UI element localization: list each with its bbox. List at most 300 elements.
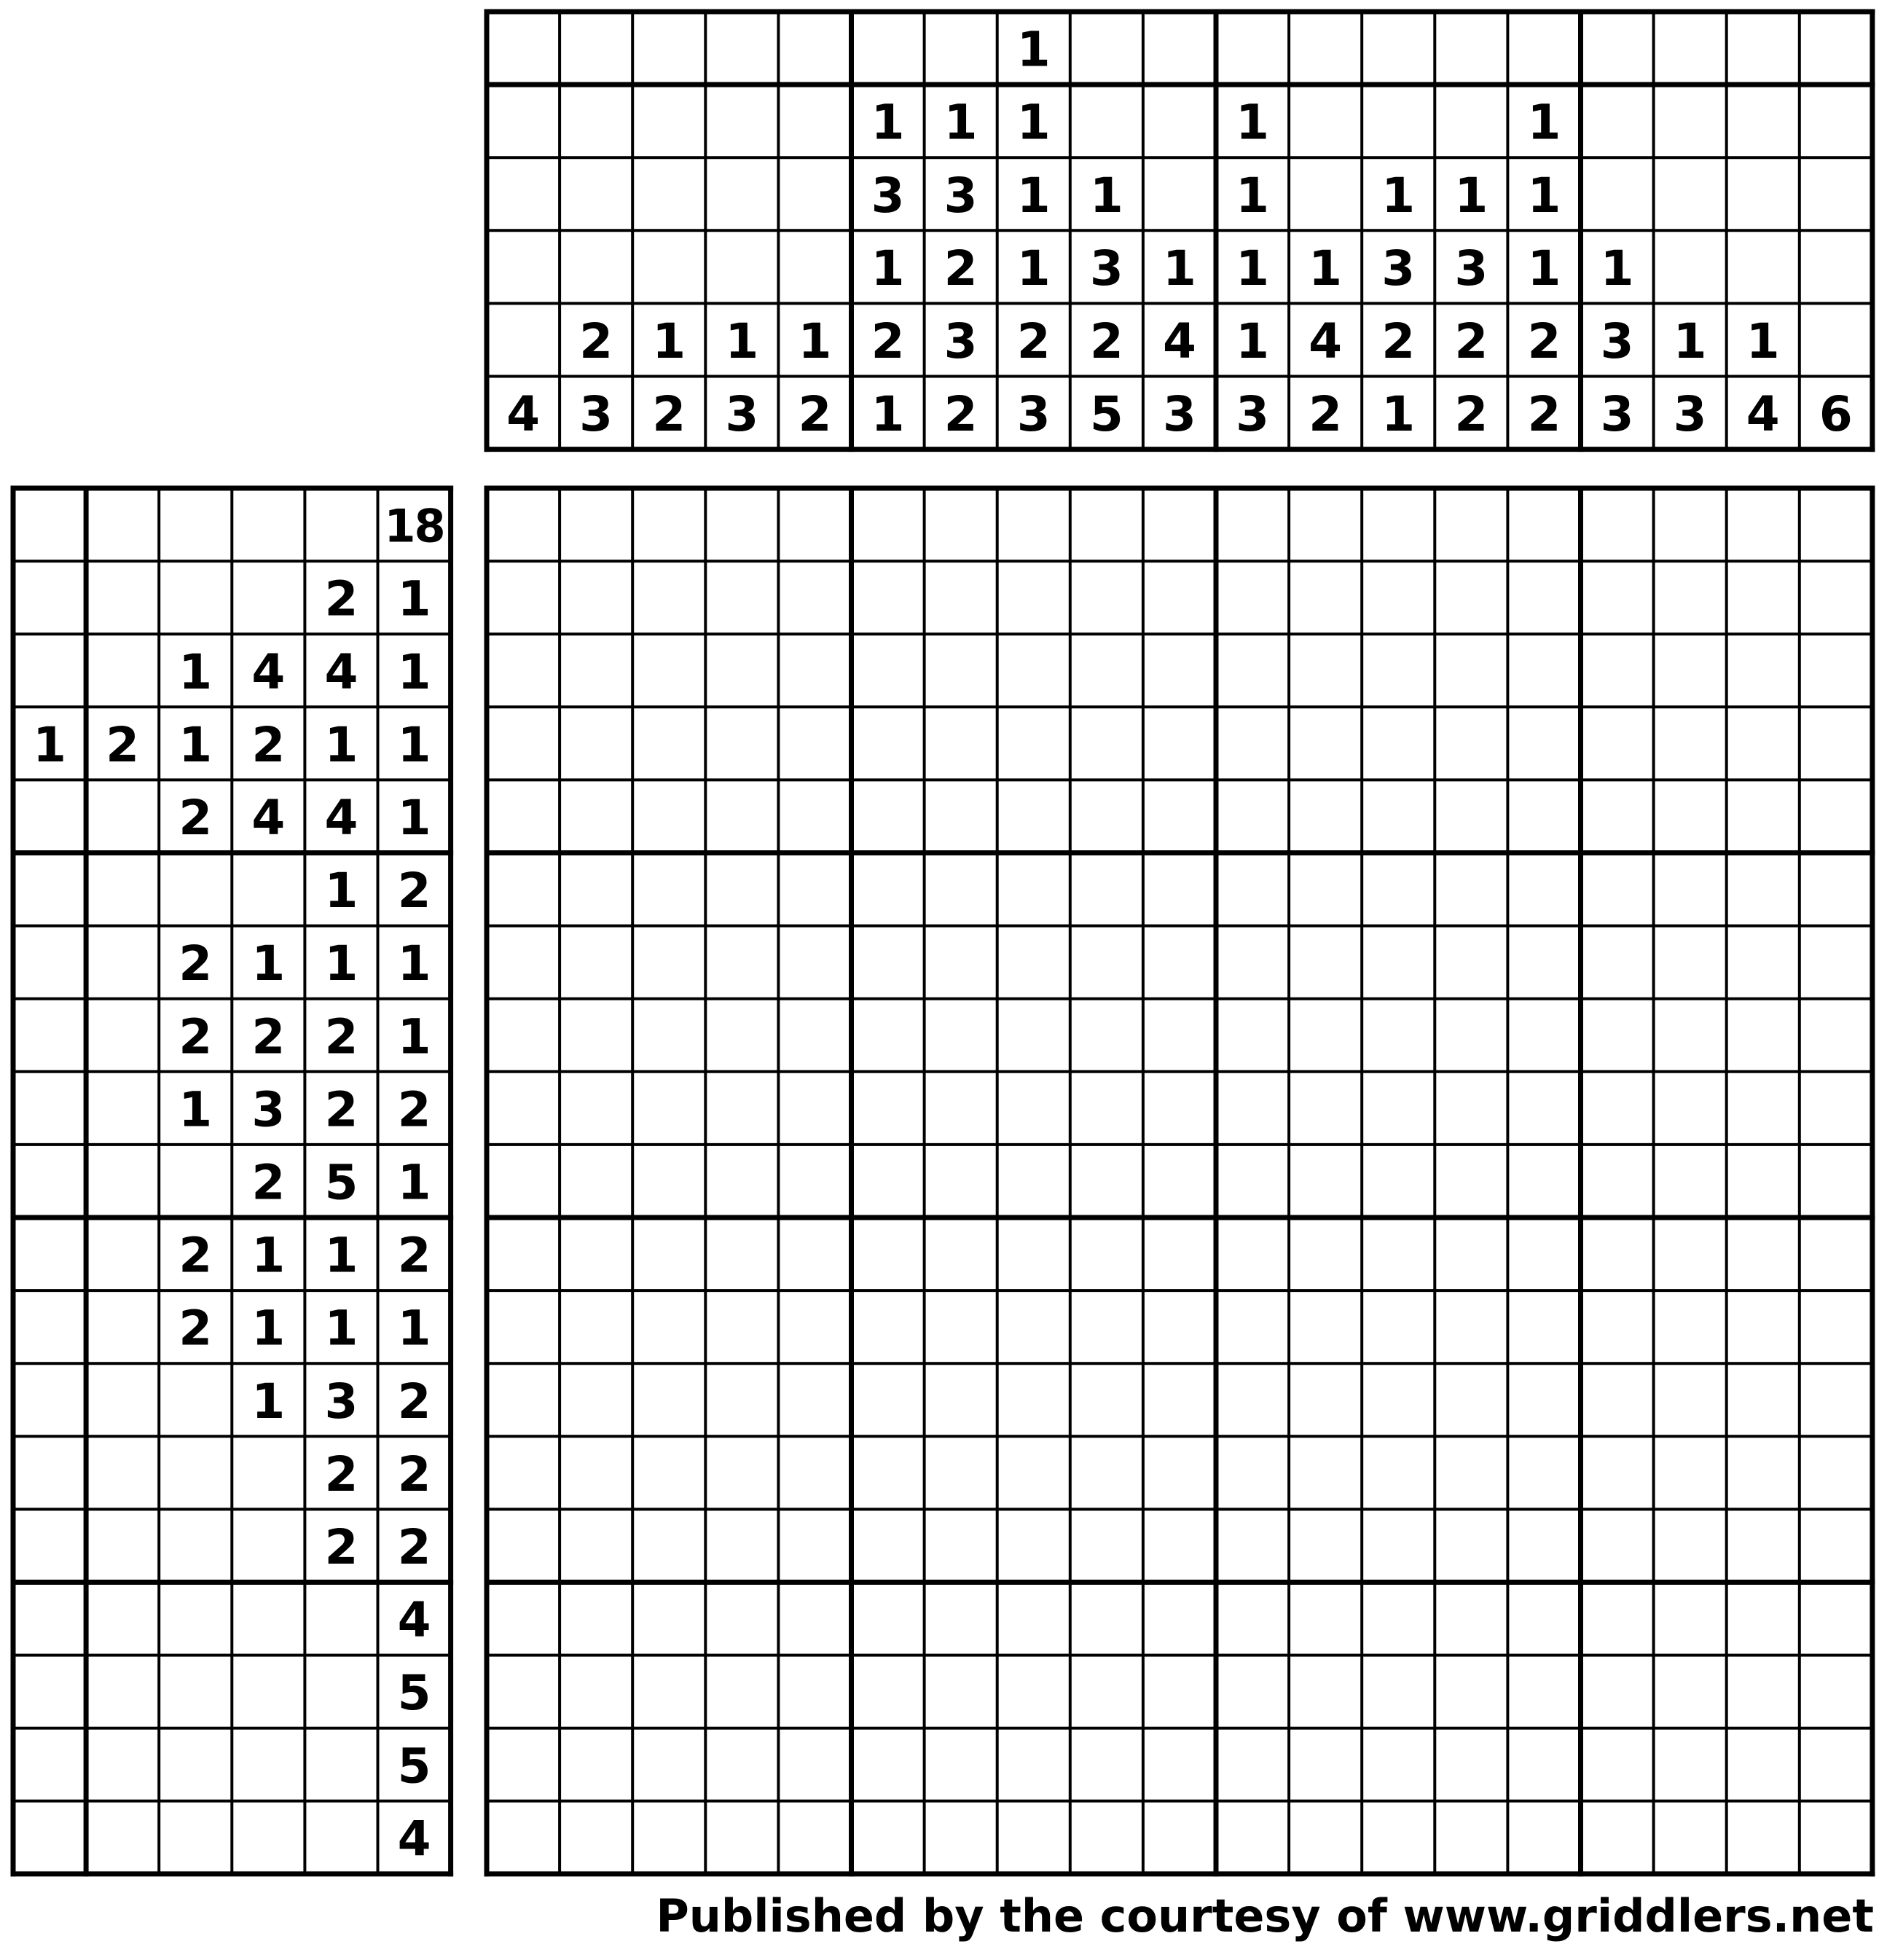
- grid-cell[interactable]: [1435, 1436, 1507, 1509]
- grid-cell[interactable]: [1654, 926, 1727, 999]
- grid-cell[interactable]: [1216, 1218, 1289, 1290]
- grid-cell[interactable]: [1581, 1145, 1654, 1218]
- grid-cell[interactable]: [1654, 1436, 1727, 1509]
- grid-cell[interactable]: [1654, 780, 1727, 852]
- grid-cell[interactable]: [925, 926, 997, 999]
- grid-cell[interactable]: [632, 561, 705, 634]
- grid-cell[interactable]: [560, 1655, 632, 1728]
- grid-cell[interactable]: [632, 1436, 705, 1509]
- grid-cell[interactable]: [1800, 1218, 1872, 1290]
- grid-cell[interactable]: [1507, 1218, 1580, 1290]
- grid-cell[interactable]: [1362, 853, 1435, 926]
- grid-cell[interactable]: [852, 561, 925, 634]
- grid-cell[interactable]: [705, 1290, 778, 1363]
- grid-cell[interactable]: [1070, 853, 1143, 926]
- grid-cell[interactable]: [778, 926, 851, 999]
- grid-cell[interactable]: [852, 1290, 925, 1363]
- grid-cell[interactable]: [997, 926, 1070, 999]
- grid-cell[interactable]: [632, 780, 705, 852]
- grid-cell[interactable]: [1435, 634, 1507, 707]
- grid-cell[interactable]: [997, 1072, 1070, 1145]
- grid-cell[interactable]: [705, 1145, 778, 1218]
- grid-cell[interactable]: [997, 634, 1070, 707]
- grid-cell[interactable]: [1507, 1290, 1580, 1363]
- grid-cell[interactable]: [1362, 1290, 1435, 1363]
- grid-cell[interactable]: [1581, 1583, 1654, 1655]
- grid-cell[interactable]: [997, 1218, 1070, 1290]
- grid-cell[interactable]: [1289, 1072, 1362, 1145]
- grid-cell[interactable]: [778, 1072, 851, 1145]
- grid-cell[interactable]: [1216, 1655, 1289, 1728]
- grid-cell[interactable]: [705, 1509, 778, 1582]
- grid-cell[interactable]: [705, 561, 778, 634]
- grid-cell[interactable]: [778, 1290, 851, 1363]
- grid-cell[interactable]: [560, 780, 632, 852]
- grid-cell[interactable]: [1143, 999, 1216, 1072]
- grid-cell[interactable]: [487, 1655, 560, 1728]
- grid-cell[interactable]: [1654, 1801, 1727, 1874]
- grid-cell[interactable]: [778, 1801, 851, 1874]
- grid-cell[interactable]: [997, 1436, 1070, 1509]
- grid-cell[interactable]: [1800, 1072, 1872, 1145]
- grid-cell[interactable]: [1143, 1436, 1216, 1509]
- grid-cell[interactable]: [1727, 1363, 1800, 1436]
- grid-cell[interactable]: [487, 1728, 560, 1801]
- grid-cell[interactable]: [1362, 1072, 1435, 1145]
- grid-cell[interactable]: [852, 1728, 925, 1801]
- grid-cell[interactable]: [997, 1583, 1070, 1655]
- grid-cell[interactable]: [852, 1801, 925, 1874]
- grid-cell[interactable]: [778, 1218, 851, 1290]
- grid-cell[interactable]: [705, 999, 778, 1072]
- grid-cell[interactable]: [560, 707, 632, 780]
- grid-cell[interactable]: [632, 707, 705, 780]
- grid-cell[interactable]: [1216, 561, 1289, 634]
- grid-cell[interactable]: [1216, 780, 1289, 852]
- grid-cell[interactable]: [1435, 561, 1507, 634]
- grid-cell[interactable]: [1800, 707, 1872, 780]
- puzzle-grid[interactable]: [487, 488, 1873, 1875]
- grid-cell[interactable]: [1143, 1583, 1216, 1655]
- grid-cell[interactable]: [560, 853, 632, 926]
- grid-cell[interactable]: [997, 488, 1070, 561]
- grid-cell[interactable]: [1070, 1801, 1143, 1874]
- grid-cell[interactable]: [1581, 926, 1654, 999]
- grid-cell[interactable]: [852, 1145, 925, 1218]
- grid-cell[interactable]: [1216, 1728, 1289, 1801]
- grid-cell[interactable]: [852, 853, 925, 926]
- grid-cell[interactable]: [925, 488, 997, 561]
- grid-cell[interactable]: [852, 707, 925, 780]
- grid-cell[interactable]: [487, 1436, 560, 1509]
- grid-cell[interactable]: [925, 780, 997, 852]
- grid-cell[interactable]: [925, 1363, 997, 1436]
- grid-cell[interactable]: [1435, 1290, 1507, 1363]
- grid-cell[interactable]: [487, 999, 560, 1072]
- grid-cell[interactable]: [560, 561, 632, 634]
- grid-cell[interactable]: [1362, 780, 1435, 852]
- grid-cell[interactable]: [1654, 1290, 1727, 1363]
- grid-cell[interactable]: [778, 1145, 851, 1218]
- grid-cell[interactable]: [1507, 1583, 1580, 1655]
- grid-cell[interactable]: [1362, 1509, 1435, 1582]
- grid-cell[interactable]: [1800, 926, 1872, 999]
- grid-cell[interactable]: [632, 1218, 705, 1290]
- grid-cell[interactable]: [1435, 780, 1507, 852]
- grid-cell[interactable]: [1070, 780, 1143, 852]
- grid-cell[interactable]: [1435, 1728, 1507, 1801]
- grid-cell[interactable]: [1435, 1655, 1507, 1728]
- grid-cell[interactable]: [1289, 780, 1362, 852]
- grid-cell[interactable]: [1581, 1801, 1654, 1874]
- grid-cell[interactable]: [705, 634, 778, 707]
- grid-cell[interactable]: [487, 1509, 560, 1582]
- grid-cell[interactable]: [632, 1728, 705, 1801]
- grid-cell[interactable]: [778, 1509, 851, 1582]
- grid-cell[interactable]: [1435, 488, 1507, 561]
- grid-cell[interactable]: [1507, 1436, 1580, 1509]
- grid-cell[interactable]: [1654, 1728, 1727, 1801]
- grid-cell[interactable]: [925, 1509, 997, 1582]
- grid-cell[interactable]: [925, 634, 997, 707]
- grid-cell[interactable]: [778, 999, 851, 1072]
- grid-cell[interactable]: [1800, 1801, 1872, 1874]
- grid-cell[interactable]: [632, 853, 705, 926]
- grid-cell[interactable]: [1654, 634, 1727, 707]
- grid-cell[interactable]: [997, 853, 1070, 926]
- grid-cell[interactable]: [1654, 1583, 1727, 1655]
- grid-cell[interactable]: [1216, 1363, 1289, 1436]
- grid-cell[interactable]: [1362, 1363, 1435, 1436]
- grid-cell[interactable]: [1143, 1801, 1216, 1874]
- grid-cell[interactable]: [632, 999, 705, 1072]
- grid-cell[interactable]: [1362, 707, 1435, 780]
- grid-cell[interactable]: [487, 1145, 560, 1218]
- grid-cell[interactable]: [1654, 561, 1727, 634]
- grid-cell[interactable]: [1800, 853, 1872, 926]
- grid-cell[interactable]: [997, 1655, 1070, 1728]
- grid-cell[interactable]: [487, 488, 560, 561]
- grid-cell[interactable]: [705, 1218, 778, 1290]
- grid-cell[interactable]: [1070, 1436, 1143, 1509]
- grid-cell[interactable]: [1654, 999, 1727, 1072]
- grid-cell[interactable]: [1289, 999, 1362, 1072]
- grid-cell[interactable]: [1216, 853, 1289, 926]
- grid-cell[interactable]: [852, 1072, 925, 1145]
- grid-cell[interactable]: [1289, 634, 1362, 707]
- grid-cell[interactable]: [1216, 1145, 1289, 1218]
- grid-cell[interactable]: [997, 780, 1070, 852]
- grid-cell[interactable]: [1800, 780, 1872, 852]
- grid-cell[interactable]: [705, 853, 778, 926]
- grid-cell[interactable]: [1216, 1072, 1289, 1145]
- grid-cell[interactable]: [1581, 1509, 1654, 1582]
- grid-cell[interactable]: [1362, 1218, 1435, 1290]
- grid-cell[interactable]: [925, 853, 997, 926]
- grid-cell[interactable]: [1507, 1072, 1580, 1145]
- grid-cell[interactable]: [1289, 1145, 1362, 1218]
- grid-cell[interactable]: [1654, 1072, 1727, 1145]
- grid-cell[interactable]: [487, 707, 560, 780]
- grid-cell[interactable]: [632, 488, 705, 561]
- grid-cell[interactable]: [560, 926, 632, 999]
- grid-cell[interactable]: [852, 1218, 925, 1290]
- grid-cell[interactable]: [705, 1072, 778, 1145]
- grid-cell[interactable]: [1727, 634, 1800, 707]
- grid-cell[interactable]: [1143, 561, 1216, 634]
- grid-cell[interactable]: [1507, 926, 1580, 999]
- grid-cell[interactable]: [487, 634, 560, 707]
- grid-cell[interactable]: [1289, 707, 1362, 780]
- grid-cell[interactable]: [1362, 1583, 1435, 1655]
- grid-cell[interactable]: [1507, 488, 1580, 561]
- grid-cell[interactable]: [1435, 853, 1507, 926]
- grid-cell[interactable]: [1289, 1655, 1362, 1728]
- grid-cell[interactable]: [1216, 999, 1289, 1072]
- grid-cell[interactable]: [997, 999, 1070, 1072]
- grid-cell[interactable]: [1800, 1655, 1872, 1728]
- grid-cell[interactable]: [1800, 634, 1872, 707]
- grid-cell[interactable]: [778, 1363, 851, 1436]
- grid-cell[interactable]: [1435, 1218, 1507, 1290]
- grid-cell[interactable]: [487, 1290, 560, 1363]
- grid-cell[interactable]: [1581, 1436, 1654, 1509]
- grid-cell[interactable]: [1143, 1145, 1216, 1218]
- grid-cell[interactable]: [1654, 853, 1727, 926]
- grid-cell[interactable]: [1289, 1290, 1362, 1363]
- grid-cell[interactable]: [1581, 561, 1654, 634]
- grid-cell[interactable]: [778, 707, 851, 780]
- grid-cell[interactable]: [1654, 1655, 1727, 1728]
- grid-cell[interactable]: [852, 999, 925, 1072]
- grid-cell[interactable]: [1216, 1801, 1289, 1874]
- grid-cell[interactable]: [1362, 1655, 1435, 1728]
- grid-cell[interactable]: [1727, 853, 1800, 926]
- grid-cell[interactable]: [1727, 999, 1800, 1072]
- grid-cell[interactable]: [1727, 1583, 1800, 1655]
- grid-cell[interactable]: [1216, 707, 1289, 780]
- grid-cell[interactable]: [632, 1509, 705, 1582]
- grid-cell[interactable]: [1507, 853, 1580, 926]
- grid-cell[interactable]: [778, 1436, 851, 1509]
- grid-cell[interactable]: [632, 1583, 705, 1655]
- grid-cell[interactable]: [778, 1655, 851, 1728]
- grid-cell[interactable]: [560, 1509, 632, 1582]
- grid-cell[interactable]: [1507, 707, 1580, 780]
- grid-cell[interactable]: [560, 1583, 632, 1655]
- grid-cell[interactable]: [1507, 1145, 1580, 1218]
- grid-cell[interactable]: [487, 1072, 560, 1145]
- grid-cell[interactable]: [1216, 1436, 1289, 1509]
- grid-cell[interactable]: [1435, 999, 1507, 1072]
- grid-cell[interactable]: [1800, 1583, 1872, 1655]
- grid-cell[interactable]: [1070, 1509, 1143, 1582]
- grid-cell[interactable]: [1143, 634, 1216, 707]
- grid-cell[interactable]: [705, 780, 778, 852]
- grid-cell[interactable]: [1727, 780, 1800, 852]
- grid-cell[interactable]: [852, 1655, 925, 1728]
- grid-cell[interactable]: [1507, 634, 1580, 707]
- grid-cell[interactable]: [487, 1801, 560, 1874]
- grid-cell[interactable]: [1435, 1072, 1507, 1145]
- grid-cell[interactable]: [1654, 1145, 1727, 1218]
- grid-cell[interactable]: [997, 1363, 1070, 1436]
- grid-cell[interactable]: [997, 1145, 1070, 1218]
- grid-cell[interactable]: [1581, 853, 1654, 926]
- grid-cell[interactable]: [852, 926, 925, 999]
- grid-cell[interactable]: [1727, 488, 1800, 561]
- grid-cell[interactable]: [1070, 707, 1143, 780]
- grid-cell[interactable]: [1362, 926, 1435, 999]
- grid-cell[interactable]: [560, 488, 632, 561]
- grid-cell[interactable]: [1289, 1218, 1362, 1290]
- grid-cell[interactable]: [487, 1218, 560, 1290]
- grid-cell[interactable]: [1216, 1290, 1289, 1363]
- grid-cell[interactable]: [1581, 1728, 1654, 1801]
- grid-cell[interactable]: [1581, 1072, 1654, 1145]
- puzzle-grid-canvas[interactable]: [487, 488, 1873, 1875]
- grid-cell[interactable]: [1143, 780, 1216, 852]
- grid-cell[interactable]: [925, 1218, 997, 1290]
- grid-cell[interactable]: [1435, 1801, 1507, 1874]
- grid-cell[interactable]: [487, 561, 560, 634]
- grid-cell[interactable]: [1727, 1290, 1800, 1363]
- grid-cell[interactable]: [1727, 1072, 1800, 1145]
- grid-cell[interactable]: [1800, 561, 1872, 634]
- grid-cell[interactable]: [1435, 1583, 1507, 1655]
- grid-cell[interactable]: [925, 1728, 997, 1801]
- grid-cell[interactable]: [1070, 1145, 1143, 1218]
- grid-cell[interactable]: [1507, 1363, 1580, 1436]
- grid-cell[interactable]: [1727, 926, 1800, 999]
- grid-cell[interactable]: [1070, 1290, 1143, 1363]
- grid-cell[interactable]: [1070, 1583, 1143, 1655]
- grid-cell[interactable]: [560, 1801, 632, 1874]
- grid-cell[interactable]: [1070, 1072, 1143, 1145]
- grid-cell[interactable]: [560, 1728, 632, 1801]
- grid-cell[interactable]: [1362, 999, 1435, 1072]
- grid-cell[interactable]: [997, 1509, 1070, 1582]
- grid-cell[interactable]: [925, 1583, 997, 1655]
- grid-cell[interactable]: [1143, 853, 1216, 926]
- grid-cell[interactable]: [560, 1072, 632, 1145]
- grid-cell[interactable]: [705, 488, 778, 561]
- grid-cell[interactable]: [1070, 999, 1143, 1072]
- grid-cell[interactable]: [1800, 1145, 1872, 1218]
- grid-cell[interactable]: [1216, 488, 1289, 561]
- grid-cell[interactable]: [852, 634, 925, 707]
- grid-cell[interactable]: [1435, 707, 1507, 780]
- grid-cell[interactable]: [1800, 999, 1872, 1072]
- grid-cell[interactable]: [705, 926, 778, 999]
- grid-cell[interactable]: [705, 1363, 778, 1436]
- grid-cell[interactable]: [632, 1290, 705, 1363]
- grid-cell[interactable]: [1143, 1363, 1216, 1436]
- grid-cell[interactable]: [1581, 999, 1654, 1072]
- grid-cell[interactable]: [487, 1363, 560, 1436]
- grid-cell[interactable]: [705, 707, 778, 780]
- grid-cell[interactable]: [997, 561, 1070, 634]
- grid-cell[interactable]: [925, 999, 997, 1072]
- grid-cell[interactable]: [852, 780, 925, 852]
- grid-cell[interactable]: [997, 1801, 1070, 1874]
- grid-cell[interactable]: [705, 1801, 778, 1874]
- grid-cell[interactable]: [560, 999, 632, 1072]
- grid-cell[interactable]: [1289, 1801, 1362, 1874]
- grid-cell[interactable]: [632, 1072, 705, 1145]
- grid-cell[interactable]: [1070, 1363, 1143, 1436]
- grid-cell[interactable]: [778, 634, 851, 707]
- grid-cell[interactable]: [778, 853, 851, 926]
- grid-cell[interactable]: [997, 707, 1070, 780]
- grid-cell[interactable]: [1143, 1072, 1216, 1145]
- grid-cell[interactable]: [1507, 780, 1580, 852]
- grid-cell[interactable]: [1435, 1145, 1507, 1218]
- grid-cell[interactable]: [560, 1218, 632, 1290]
- grid-cell[interactable]: [925, 1801, 997, 1874]
- grid-cell[interactable]: [1581, 488, 1654, 561]
- grid-cell[interactable]: [778, 1728, 851, 1801]
- grid-cell[interactable]: [1289, 1583, 1362, 1655]
- grid-cell[interactable]: [1362, 1436, 1435, 1509]
- grid-cell[interactable]: [852, 1436, 925, 1509]
- grid-cell[interactable]: [1070, 926, 1143, 999]
- grid-cell[interactable]: [560, 1290, 632, 1363]
- grid-cell[interactable]: [852, 1509, 925, 1582]
- grid-cell[interactable]: [1070, 634, 1143, 707]
- grid-cell[interactable]: [1216, 1583, 1289, 1655]
- grid-cell[interactable]: [632, 926, 705, 999]
- grid-cell[interactable]: [1654, 707, 1727, 780]
- grid-cell[interactable]: [1727, 1218, 1800, 1290]
- grid-cell[interactable]: [632, 634, 705, 707]
- grid-cell[interactable]: [925, 1072, 997, 1145]
- grid-cell[interactable]: [1289, 488, 1362, 561]
- grid-cell[interactable]: [1289, 926, 1362, 999]
- grid-cell[interactable]: [1289, 1728, 1362, 1801]
- grid-cell[interactable]: [997, 1728, 1070, 1801]
- grid-cell[interactable]: [1362, 1145, 1435, 1218]
- grid-cell[interactable]: [852, 488, 925, 561]
- grid-cell[interactable]: [997, 1290, 1070, 1363]
- grid-cell[interactable]: [560, 1363, 632, 1436]
- grid-cell[interactable]: [1581, 634, 1654, 707]
- grid-cell[interactable]: [925, 1436, 997, 1509]
- grid-cell[interactable]: [1289, 1436, 1362, 1509]
- grid-cell[interactable]: [778, 561, 851, 634]
- grid-cell[interactable]: [1581, 1218, 1654, 1290]
- grid-cell[interactable]: [925, 1145, 997, 1218]
- grid-cell[interactable]: [1727, 1436, 1800, 1509]
- grid-cell[interactable]: [1507, 1728, 1580, 1801]
- grid-cell[interactable]: [1216, 634, 1289, 707]
- grid-cell[interactable]: [1143, 1655, 1216, 1728]
- grid-cell[interactable]: [1216, 926, 1289, 999]
- grid-cell[interactable]: [1362, 1728, 1435, 1801]
- grid-cell[interactable]: [1143, 1290, 1216, 1363]
- grid-cell[interactable]: [1435, 1363, 1507, 1436]
- grid-cell[interactable]: [632, 1363, 705, 1436]
- grid-cell[interactable]: [1727, 1801, 1800, 1874]
- grid-cell[interactable]: [1362, 1801, 1435, 1874]
- grid-cell[interactable]: [1800, 1436, 1872, 1509]
- grid-cell[interactable]: [1507, 561, 1580, 634]
- grid-cell[interactable]: [1362, 561, 1435, 634]
- grid-cell[interactable]: [1654, 1509, 1727, 1582]
- grid-cell[interactable]: [778, 780, 851, 852]
- grid-cell[interactable]: [705, 1655, 778, 1728]
- grid-cell[interactable]: [1435, 926, 1507, 999]
